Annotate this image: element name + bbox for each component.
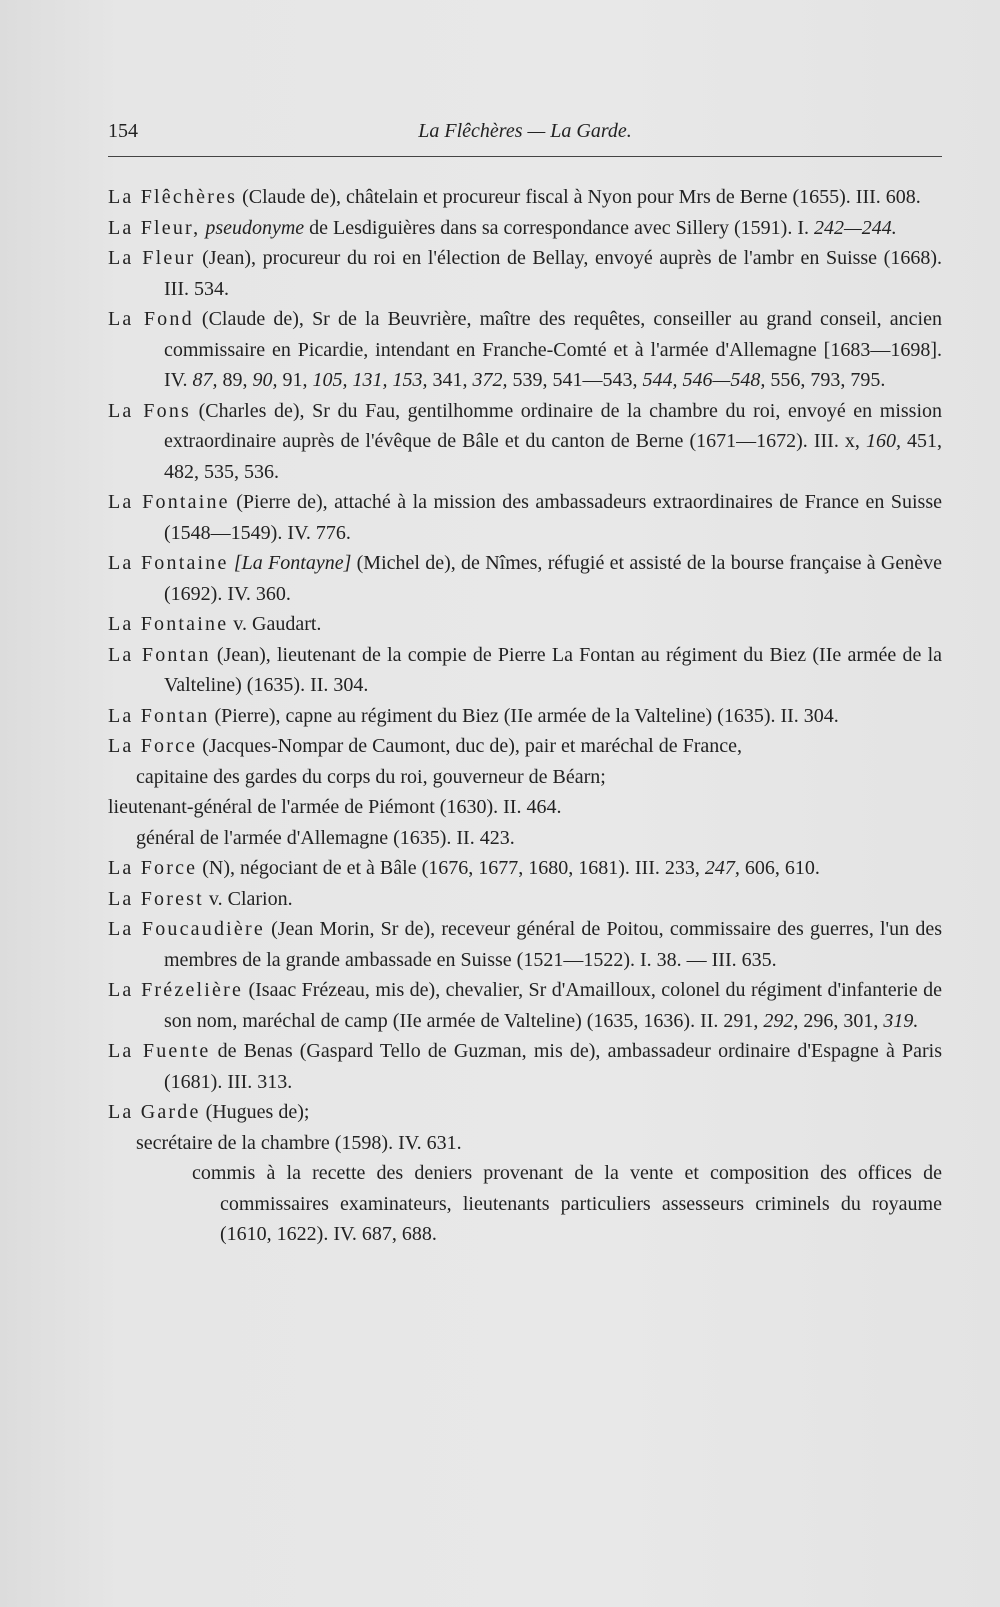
entry-name: La Fontaine [108,613,229,635]
entry-text: de Benas (Gaspard Tello de Guzman, mis de), ambassadeur ordinaire d'Espagne à Paris (1681). III. 313. [164,1040,943,1093]
entry-text: (Claude de), Sr de la Beuvrière, maître des requêtes, conseiller au grand conseil, ancien commissaire en Picardie, intendant en Franche-Comté et à l'armée d'Allemagne [1683—1698]. IV. [164,308,942,391]
page-number: 154 [108,120,138,142]
entry-text: (Michel de), de Nîmes, réfugié et assisté de la bourse française à Genève (1692). IV. 360. [164,552,942,605]
entry-text: (Jean), lieutenant de la compie de Pierre La Fontan au régiment du Biez (IIe armée de la Valteline) (1635). II. 304. [164,643,943,696]
entry-page: 89, [222,369,248,391]
index-entry [108,548,942,609]
entry-subline: lieutenant-général de l'armée de Piémont (1630). II. 464. [108,796,562,818]
index-entry [108,1036,943,1097]
entry-text: (Hugues de); [205,1101,310,1123]
entry-text: (Charles de), Sr du Fau, gentilhomme ordinaire de la chambre du roi, envoyé en mission extraordinaire auprès de l'évêque de Bâle et du canton de Berne (1671—1672). III. x, [164,399,943,452]
entry-pages: 242—244. [814,216,897,239]
index-entry [108,243,942,304]
entry-subline: général de l'armée d'Allemagne (1635). II. 423. [136,826,515,849]
entry-name: La Fleur, [108,216,201,239]
entry-text: (Pierre de), attaché à la mission des ambassadeurs extraordinaires de France en Suisse (1548—1549). IV. 776. [164,491,943,544]
entry-page: 451, 482, 535, 536. [164,430,943,483]
entry-name: La Fontan [108,704,210,727]
entry-page: 87, [192,369,218,391]
entry-page: 131, [352,369,388,391]
entry-text: (Jean Morin, Sr de), receveur général de Poitou, commissaire des guerres, l'un des membres de la grande ambassade en Suisse (1521—1522). I. 38. — III. 635. [164,918,942,971]
entry-page: 105, [312,369,348,391]
entry-text: de Lesdiguières dans sa correspondance avec Sillery (1591). I. [309,216,809,239]
entry-page: 606, 610. [744,857,820,879]
index-entry [108,1097,942,1250]
entry-name: La Garde [108,1101,201,1123]
entry-name: La Fuente [108,1040,211,1062]
index-entry [108,731,942,853]
entry-text: v. Gaudart. [233,613,322,635]
entry-text: (N), négociant de et à Bâle (1676, 1677, 1680, 1681). III. 233, [202,857,700,879]
entry-page: 91, [282,369,308,391]
entry-name: La Fleur [108,247,196,269]
entry-name: La Frézelière [108,979,244,1001]
entry-page: 319. [883,1009,919,1032]
index-entry [108,701,942,732]
entry-page: 247, [704,857,740,879]
page-header [108,116,942,157]
entry-page: 341, [432,369,468,391]
entry-page: 90, [252,369,278,391]
entry-text: (Jean), procureur du roi en l'élection de Bellay, envoyé auprès de l'ambr en Suisse (1668). III. 534. [164,247,942,300]
index-entry [108,304,942,396]
entry-text: v. Clarion. [208,887,293,910]
entry-name: La Foucaudière [108,918,265,940]
entry-text: (Isaac Frézeau, mis de), chevalier, Sr d'Amailloux, colonel du régiment d'infanterie de son nom, maréchal de camp (IIe armée de Valteline) (1635, 1636). II. 291, [164,979,942,1032]
entry-page: 544, [642,369,678,391]
entry-page: 556, 793, 795. [770,369,886,391]
entry-text: (Claude de), châtelain et procureur fiscal à Nyon pour Mrs de Berne (1655). III. 608. [242,186,921,208]
entry-name: La Forest [108,887,204,910]
entry-name: La Force [108,857,198,879]
index-entry [108,609,942,640]
entry-text: (Jacques-Nompar de Caumont, duc de), pair et maréchal de France, [202,735,743,757]
index-entries [108,182,942,1250]
entry-page: 296, 301, [803,1009,879,1032]
entry-page: 292, [763,1009,799,1032]
entry-name: La Force [108,735,198,757]
entry-page: 546—548, [682,369,766,391]
entry-name: La Fontaine [108,552,229,574]
entry-subline: commis à la recette des deniers provenant de la vente et composition des offices de commissaires examinateurs, lieutenants particuliers assesseurs criminels du royaume (1610, 1622). IV. 687, 688. [192,1162,942,1245]
index-entry [108,213,942,244]
entry-page: 153, [392,369,428,391]
entry-subline: capitaine des gardes du corps du roi, gouverneur de Béarn; [136,765,606,788]
entry-name: La Flêchères [108,186,238,208]
entry-subline: secrétaire de la chambre (1598). IV. 631. [136,1131,462,1154]
index-entry [108,884,942,915]
entry-text: (Pierre), capne au régiment du Biez (IIe armée de la Valteline) (1635). II. 304. [214,704,839,727]
entry-page: 372, [472,369,508,391]
entry-page: 160, [865,430,901,452]
entry-name: La Fontaine [108,491,230,513]
entry-page: 539, 541—543, [512,369,638,391]
entry-name: La Fons [108,399,191,422]
index-entry [108,914,942,975]
entry-name: La Fond [108,308,194,330]
entry-variant: [La Fontayne] [233,552,352,574]
entry-name: La Fontan [108,643,211,666]
index-entry [108,975,942,1036]
index-entry [108,182,942,213]
index-entry [108,396,943,488]
index-entry [108,487,943,548]
index-entry [108,853,942,884]
entry-italic: pseudonyme [205,216,305,239]
index-entry [108,640,943,701]
running-title: La Flêchères — La Garde. [418,120,632,142]
